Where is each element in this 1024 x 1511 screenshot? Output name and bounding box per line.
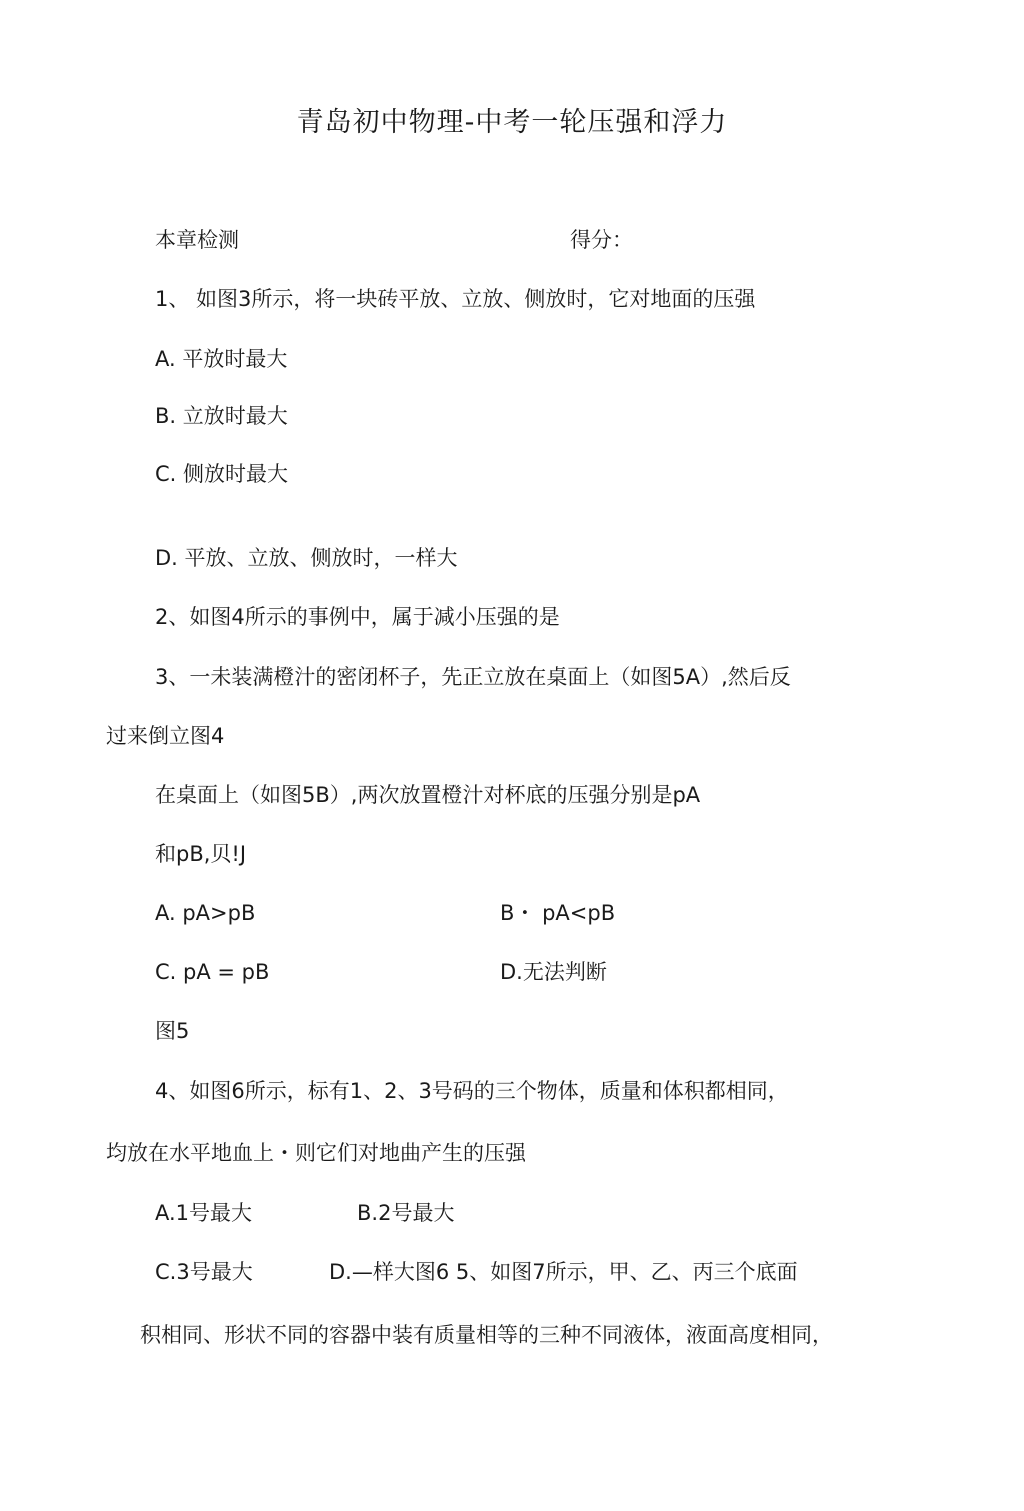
question-4-option-d-and-question-5-stem: D.—样大图6 5、如图7所示，甲、乙、丙三个底面: [329, 1260, 798, 1284]
question-3-stem-line-3: 在桌面上（如图5B）,两次放置橙汁对杯底的压强分别是pA: [155, 783, 701, 807]
question-2-stem: 2、如图4所示的事例中，属于减小压强的是: [155, 605, 560, 629]
question-4-stem-line-2: 均放在水平地血上・则它们对地曲产生的压强: [106, 1141, 526, 1165]
question-1-option-b: B. 立放时最大: [155, 404, 288, 428]
question-3-option-d: D.无法判断: [500, 960, 607, 984]
question-3-option-b: B・ pA<pB: [500, 901, 616, 925]
question-5-stem-line-2: 积相同、形状不同的容器中装有质量相等的三种不同液体，液面高度相同，: [140, 1323, 833, 1347]
question-4-option-a: A.1号最大: [155, 1201, 253, 1225]
question-1-option-c: C. 侧放时最大: [155, 462, 289, 486]
section-label: 本章检测: [155, 228, 239, 252]
page-title: 青岛初中物理-中考一轮压强和浮力: [296, 107, 728, 138]
question-3-stem-line-4: 和pB,贝!J: [155, 842, 247, 866]
question-1-option-d: D. 平放、立放、侧放时，一样大: [155, 546, 458, 570]
question-4-stem-line-1: 4、如图6所示，标有1、2、3号码的三个物体，质量和体积都相同，: [155, 1079, 789, 1103]
figure-5-caption: 图5: [155, 1019, 190, 1043]
question-4-option-c: C.3号最大: [155, 1260, 253, 1284]
question-3-stem-line-2: 过来倒立图4: [106, 724, 225, 748]
question-4-option-b: B.2号最大: [357, 1201, 455, 1225]
question-1-stem: 1、 如图3所示，将一块砖平放、立放、侧放时，它对地面的压强: [155, 287, 756, 311]
score-label: 得分：: [570, 228, 633, 252]
question-3-option-a: A. pA>pB: [155, 901, 256, 925]
question-1-option-a: A. 平放时最大: [155, 347, 288, 371]
question-3-option-c: C. pA = pB: [155, 960, 270, 984]
question-3-stem-line-1: 3、一未装满橙汁的密闭杯子，先正立放在桌面上（如图5A）,然后反: [155, 665, 791, 689]
